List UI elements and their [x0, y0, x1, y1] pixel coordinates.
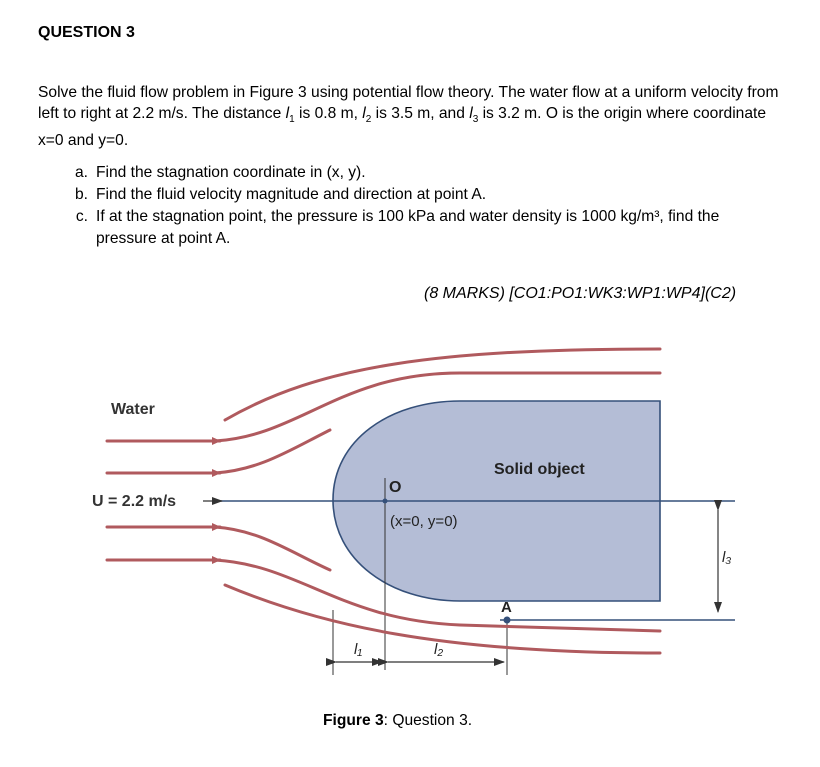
point-a-label: A — [501, 599, 512, 616]
marks-allocation: (8 MARKS) [CO1:PO1:WK3:WP1:WP4](C2) — [424, 285, 737, 302]
streamline-mid-lower — [107, 527, 330, 570]
part-a-text: Find the stagnation coordinate in (x, y). — [96, 164, 366, 181]
question-parts — [38, 162, 783, 250]
intro-l1: l — [285, 105, 290, 122]
part-b — [38, 184, 783, 206]
intro-l3-sub: 3 — [472, 114, 479, 126]
point-a-marker — [504, 617, 511, 624]
l2-label: l₂ — [434, 641, 444, 658]
l1-label: l₁ — [354, 641, 363, 658]
part-a-label: a. — [74, 164, 88, 181]
origin-coords-label: (x=0, y=0) — [390, 513, 458, 530]
water-label: Water — [111, 401, 155, 418]
part-b-label: b. — [74, 186, 88, 203]
part-c-text: If at the stagnation point, the pressure is 100 kPa and water density is 1000 kg/m³, find the pressure at point A. — [96, 208, 720, 247]
caption-rest: : Question 3. — [383, 712, 473, 729]
intro-text-3: is 3.5 m, and — [371, 105, 470, 122]
origin-label: O — [389, 479, 402, 496]
intro-l2-sub: 2 — [365, 114, 372, 126]
figure-caption — [323, 712, 472, 730]
intro-text-1: Solve the fluid flow problem in Figure 3 using potential flow theory. The water flow at a uniform velocity from left to right at 2.2 m/s. The distance — [38, 84, 779, 122]
question-heading: QUESTION 3 — [38, 24, 135, 41]
streamline-mid-upper — [107, 430, 330, 473]
origin-point — [383, 499, 388, 504]
intro-l1-sub: 1 — [289, 114, 295, 126]
l3-label: l₃ — [722, 549, 732, 566]
intro-l3: l — [469, 105, 473, 122]
intro-text-4: is 3.2 m. O is the origin where coordinate x=0 and y=0. — [38, 105, 767, 150]
part-c — [38, 206, 783, 250]
velocity-label: U = 2.2 m/s — [92, 493, 177, 510]
part-b-text: Find the fluid velocity magnitude and direction at point A. — [96, 186, 487, 203]
part-c-label: c. — [75, 208, 88, 225]
question-intro — [38, 82, 783, 151]
caption-bold: Figure 3 — [323, 712, 384, 729]
intro-text-2: is 0.8 m, — [294, 105, 363, 122]
intro-l2: l — [362, 105, 366, 122]
figure-3-diagram — [0, 330, 820, 700]
part-a — [38, 162, 783, 184]
solid-object-label: Solid object — [494, 461, 585, 478]
